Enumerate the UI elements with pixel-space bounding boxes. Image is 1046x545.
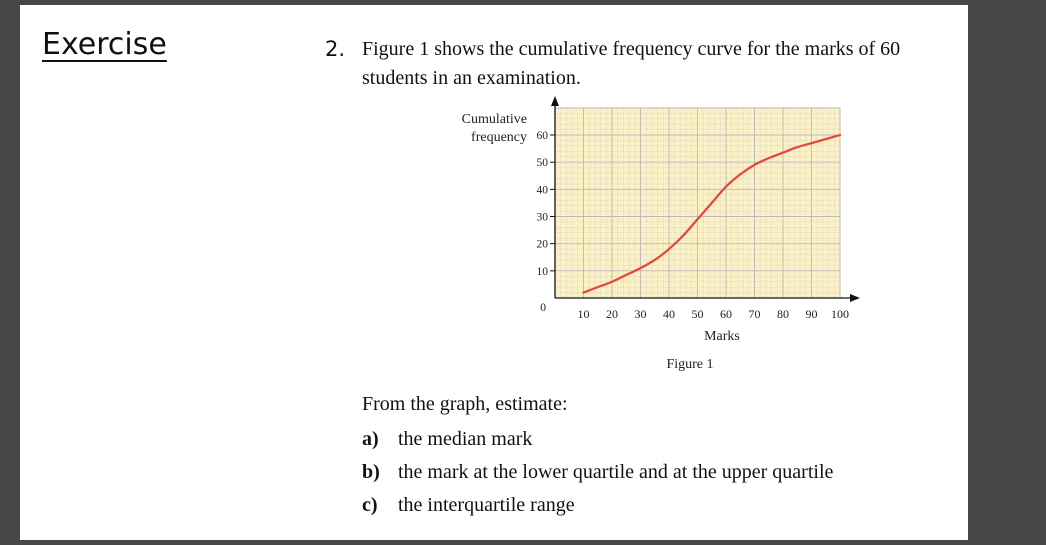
y-tick-label: 60	[536, 130, 548, 142]
y-tick-label: 30	[536, 211, 548, 224]
part-text: the mark at the lower quartile and at the upper quartile	[398, 461, 834, 483]
figure-caption: Figure 1	[666, 357, 714, 372]
estimate-intro: From the graph, estimate:	[362, 393, 568, 415]
question-part-a	[362, 426, 833, 459]
x-tick-label: 70	[748, 307, 761, 321]
y-tick-label: 20	[536, 238, 548, 251]
x-tick-label: 60	[720, 307, 732, 321]
chart-grid	[555, 108, 840, 298]
y-axis-label-line-2: frequency	[471, 130, 527, 145]
question-part-c	[362, 492, 833, 525]
part-text: the median mark	[398, 428, 533, 450]
x-tick-label: 90	[805, 307, 818, 321]
question-part-b	[362, 459, 833, 492]
part-text: the interquartile range	[398, 494, 575, 516]
y-tick-label: 50	[536, 157, 548, 170]
cumulative-frequency-chart	[420, 98, 880, 373]
part-label: c)	[362, 494, 378, 516]
x-tick-label: 50	[691, 307, 704, 321]
part-label: a)	[362, 428, 379, 450]
y-axis-arrow	[551, 96, 559, 106]
question-text: Figure 1 shows the cumulative frequency curve for the marks of 60 students in an examination.	[362, 38, 901, 89]
question-number: 2.	[325, 37, 346, 61]
x-tick-label: 20	[606, 307, 618, 321]
x-tick-label: 40	[663, 307, 675, 321]
part-label: b)	[362, 461, 380, 483]
x-tick-label: 10	[577, 307, 590, 321]
origin-label: 0	[540, 302, 546, 314]
x-tick-label: 30	[634, 307, 647, 321]
question-parts	[362, 426, 833, 525]
y-tick-label: 40	[536, 184, 548, 197]
y-tick-label: 10	[536, 265, 548, 278]
exercise-slide	[20, 5, 968, 540]
exercise-heading: Exercise	[42, 27, 167, 62]
x-axis-arrow	[850, 294, 860, 302]
x-tick-label: 100	[831, 307, 849, 321]
x-axis-label: Marks	[704, 329, 740, 344]
y-axis-label-line-1: Cumulative	[461, 112, 527, 127]
x-tick-label: 80	[777, 307, 789, 321]
